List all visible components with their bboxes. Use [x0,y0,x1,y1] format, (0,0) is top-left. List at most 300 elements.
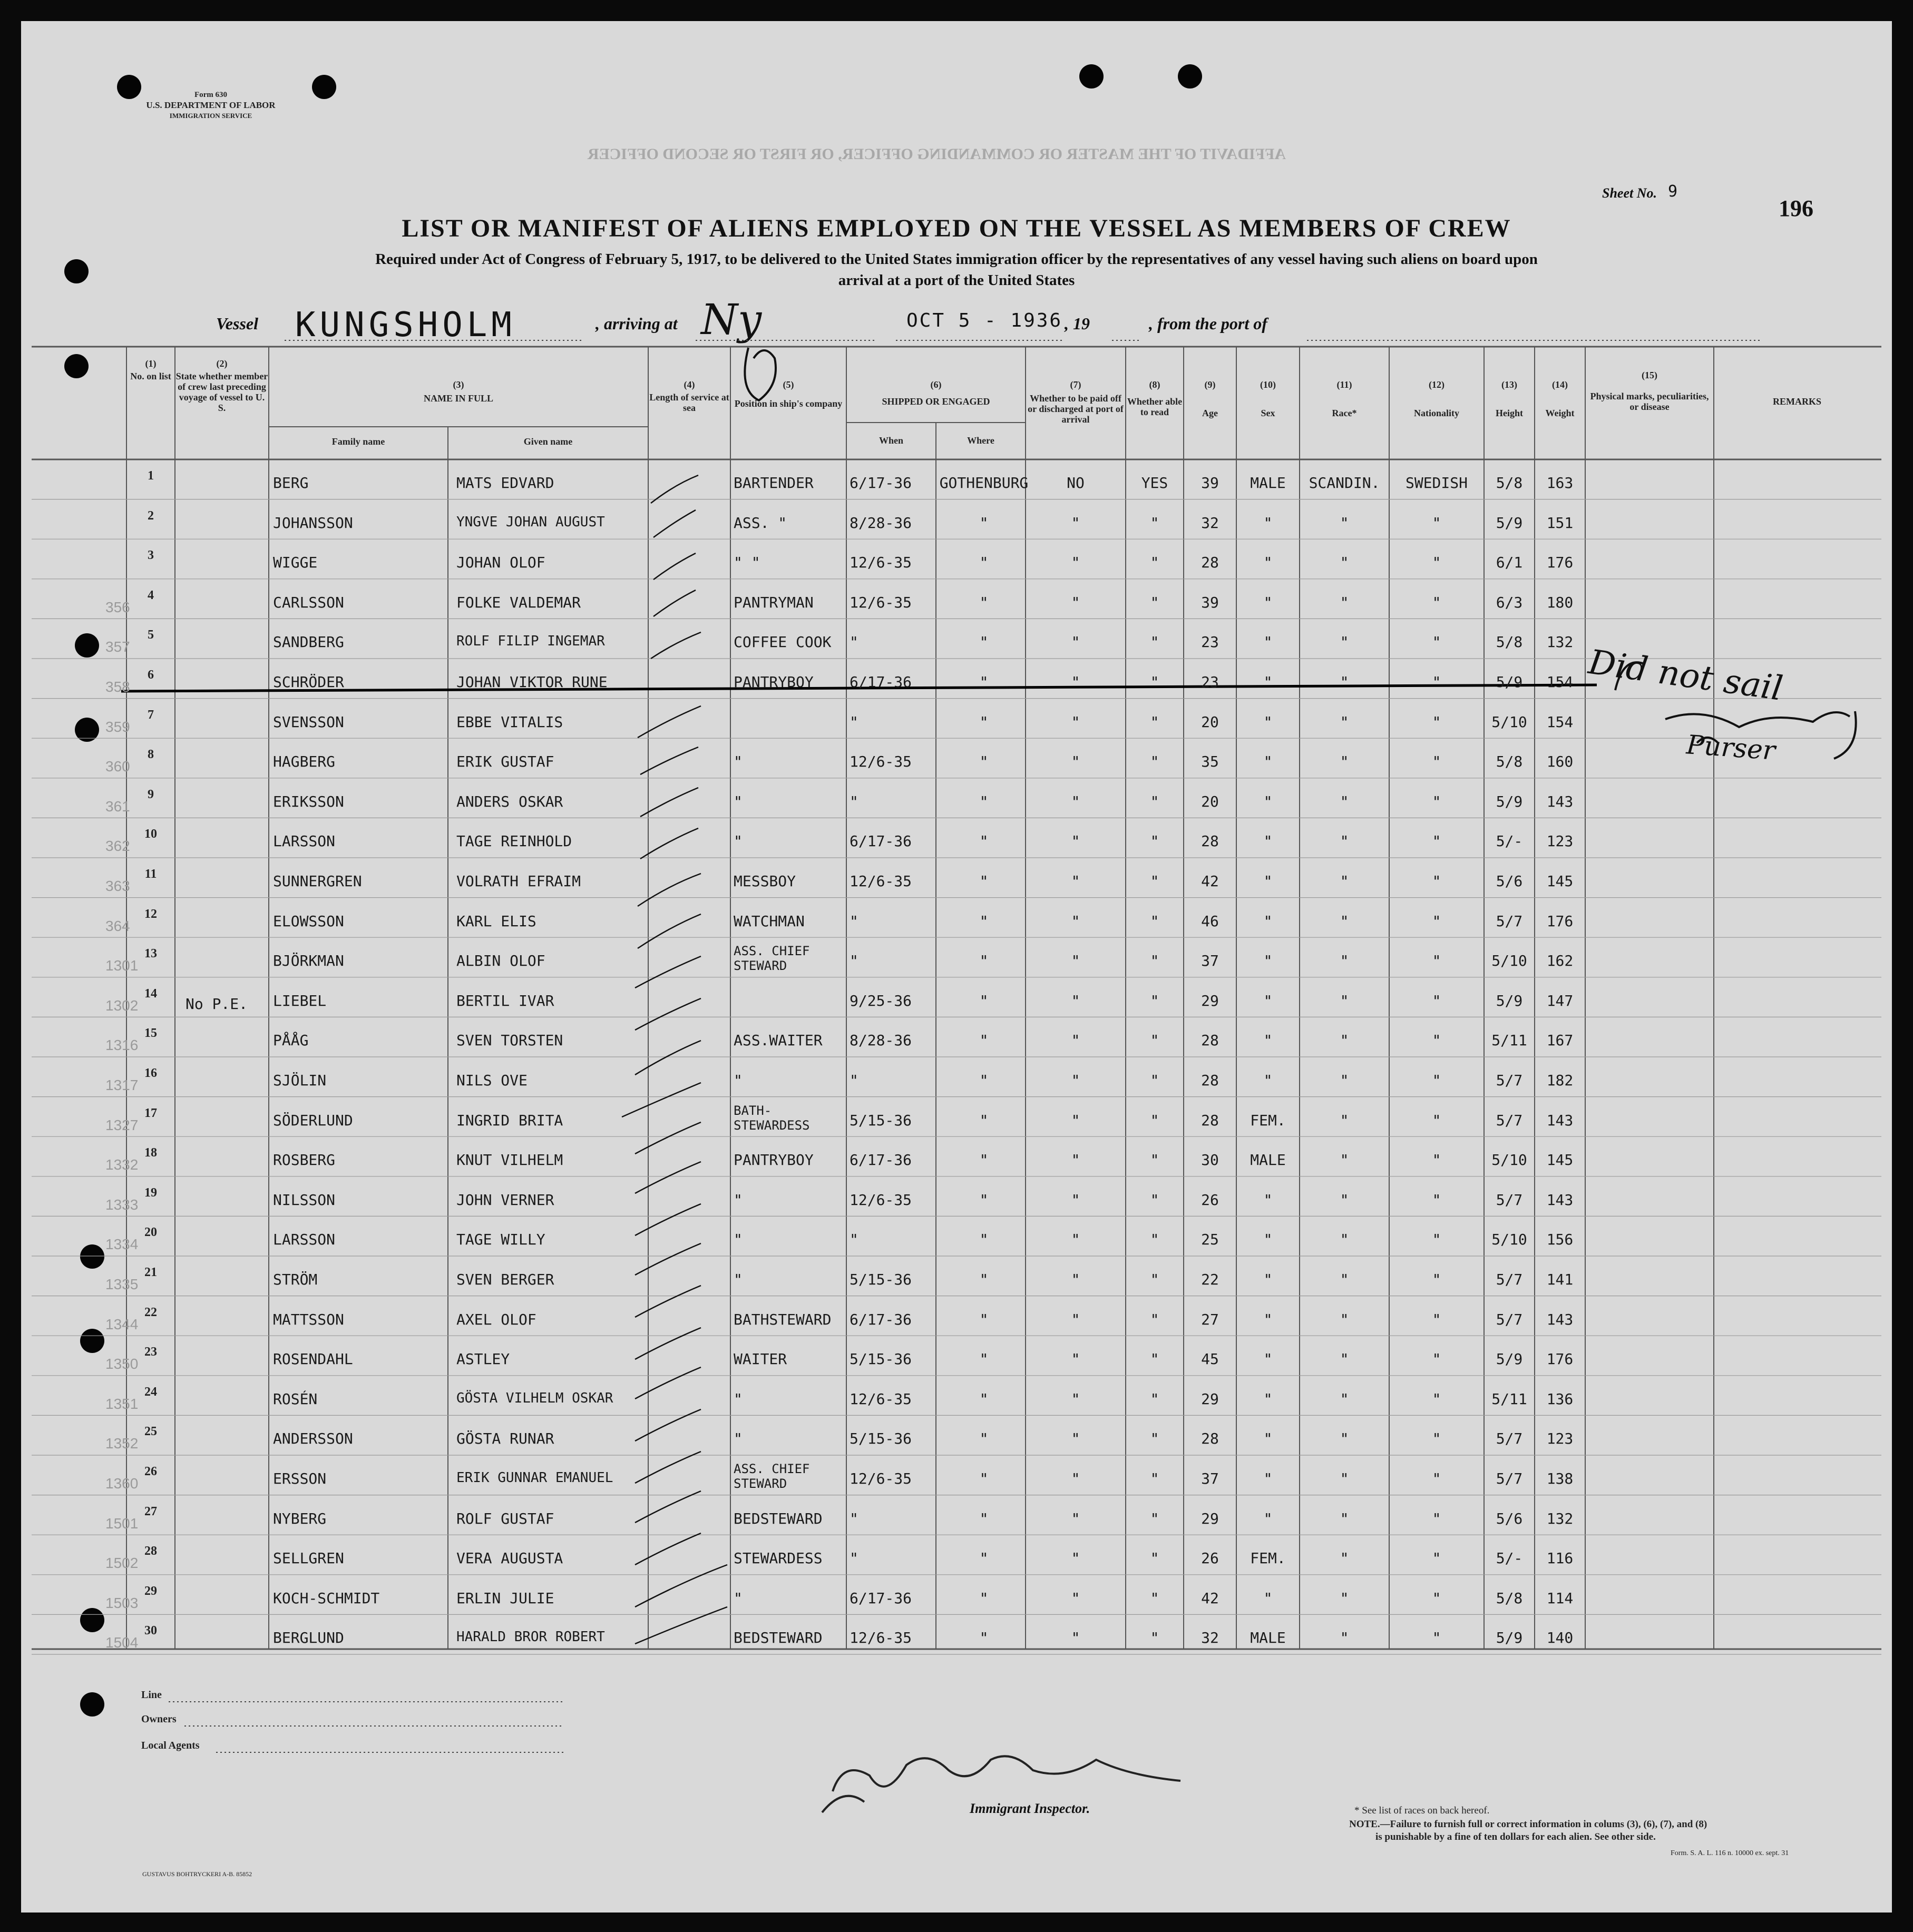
cell-position: BATHSTEWARD [734,1310,832,1328]
cell-given: ERIK GUNNAR EMANUEL [456,1470,613,1486]
cell-nationality: " [1432,593,1441,611]
cell-shipped-when: 12/6-35 [850,872,912,890]
cell-position: BEDSTEWARD [734,1509,823,1527]
cell-sex: MALE [1250,1629,1286,1647]
margin-ledger-number: 1333 [105,1196,139,1213]
cell-paid-off: " [1071,952,1080,970]
cell-given: ROLF FILIP INGEMAR [456,633,605,650]
cell-age: 28 [1201,1430,1219,1448]
cell-family: ERSSON [273,1470,327,1487]
cell-age: 37 [1201,952,1219,970]
cell-family: ROSENDAHL [273,1350,353,1368]
cell-age: 23 [1201,673,1219,691]
cell-nationality: " [1432,952,1441,970]
cell-family: SVENSSON [273,713,344,731]
cell-nationality: SWEDISH [1405,474,1468,492]
row-number: 3 [148,548,154,563]
cell-paid-off: " [1071,713,1080,731]
cell-height: 5/7 [1496,1271,1523,1288]
cell-sex: " [1263,673,1273,691]
cell-race: " [1340,1191,1349,1209]
cell-shipped-when: " [850,912,858,930]
margin-ledger-number: 1503 [105,1594,139,1611]
cell-race: " [1340,1629,1349,1647]
cell-paid-off: " [1071,673,1080,691]
cell-given: NILS OVE [456,1072,528,1089]
cell-age: 42 [1201,1589,1219,1607]
form-code: Form. S. A. L. 116 n. 10000 ex. sept. 31 [1671,1849,1789,1857]
cell-weight: 138 [1546,1470,1574,1487]
col14-num: (14) [1552,379,1568,390]
cell-nationality: " [1432,832,1441,850]
row-number: 13 [144,947,157,961]
cell-able-to-read: " [1150,673,1159,691]
row-number: 20 [144,1225,157,1240]
margin-ledger-number: 1351 [105,1395,139,1412]
cell-position: " [734,792,743,810]
cell-paid-off: " [1071,832,1080,850]
cell-able-to-read: " [1150,1191,1159,1209]
row-number: 11 [144,867,157,881]
cell-shipped-when: 6/17-36 [850,832,912,850]
cell-shipped-where: " [979,1271,989,1288]
cell-shipped-when: " [850,1072,858,1089]
cell-given: VERA AUGUSTA [456,1549,563,1567]
cell-given: ALBIN OLOF [456,952,545,970]
cell-able-to-read: " [1150,1509,1159,1527]
margin-ledger-number: 1327 [105,1116,139,1133]
cell-family: BERGLUND [273,1629,344,1647]
cell-nationality: " [1432,912,1441,930]
line-label: Line [141,1689,162,1701]
cell-paid-off: " [1071,872,1080,890]
cell-given: TAGE REINHOLD [456,832,572,850]
cell-race: " [1340,1032,1349,1050]
cell-height: 5/9 [1496,1350,1523,1368]
col6a-header: When [879,435,903,446]
cell-family: NILSSON [273,1191,336,1209]
subtitle-line-1: Required under Act of Congress of February 5, 1917, to be delivered to the United States immigration officer by the representatives of any vessel having such aliens on board upon [375,251,1538,268]
cell-shipped-when: 12/6-35 [850,1191,912,1209]
col7-header: Whether to be paid off or discharged at port of arrival [1028,393,1124,425]
cell-nationality: " [1432,1151,1441,1169]
col2-num: (2) [216,358,228,369]
cell-height: 5/9 [1496,992,1523,1009]
cell-position: " [734,1231,743,1249]
cell-sex: " [1263,1191,1273,1209]
cell-nationality: " [1432,1271,1441,1288]
cell-given: SVEN BERGER [456,1271,554,1288]
footnote-penalty-1: NOTE.—Failure to furnish full or correct information in colums (3), (6), (7), and (8) [1349,1819,1707,1830]
row-number: 22 [144,1305,157,1319]
owners-label: Owners [141,1713,177,1725]
margin-ledger-number: 364 [105,917,130,934]
cell-paid-off: " [1071,753,1080,771]
margin-ledger-number: 1301 [105,957,139,974]
cell-shipped-where: " [979,713,989,731]
cell-paid-off: " [1071,912,1080,930]
row-number: 14 [144,986,157,1001]
cell-nationality: " [1432,1231,1441,1249]
margin-ledger-number: 1350 [105,1356,139,1372]
cell-paid-off: " [1071,1310,1080,1328]
cell-given: BERTIL IVAR [456,992,554,1009]
cell-race: " [1340,633,1349,651]
row-number: 19 [144,1185,157,1200]
cell-age: 28 [1201,1111,1219,1129]
cell-able-to-read: " [1150,992,1159,1009]
cell-nationality: " [1432,1629,1441,1647]
cell-shipped-where: " [979,1072,989,1089]
cell-position: " [734,753,743,771]
margin-ledger-number: 1344 [105,1316,139,1332]
cell-able-to-read: " [1150,1430,1159,1448]
cell-sex: " [1263,514,1273,532]
margin-ledger-number: 362 [105,838,130,855]
margin-ledger-number: 1334 [105,1236,139,1253]
cell-given: TAGE WILLY [456,1231,545,1249]
cell-given: YNGVE JOHAN AUGUST [456,514,605,530]
row-number: 25 [144,1425,157,1439]
cell-shipped-where: " [979,952,989,970]
cell-paid-off: " [1071,1549,1080,1567]
year-prefix: , 19 [1065,314,1090,333]
cell-position: " [734,1271,743,1288]
col10-header: Sex [1261,408,1275,418]
cell-given: ERLIN JULIE [456,1589,554,1607]
row-number: 15 [144,1026,157,1041]
cell-shipped-where: " [979,1310,989,1328]
cell-sex: " [1263,1430,1273,1448]
cell-shipped-when: 6/17-36 [850,1151,912,1169]
cell-paid-off: " [1071,1231,1080,1249]
margin-ledger-number: 356 [105,599,130,615]
cell-able-to-read: " [1150,713,1159,731]
row-number: 18 [144,1146,157,1160]
cell-shipped-when: 12/6-35 [850,1629,912,1647]
cell-height: 5/7 [1496,1111,1523,1129]
cell-race: " [1340,1509,1349,1527]
sheet-number: 9 [1668,182,1680,201]
cell-able-to-read: " [1150,593,1159,611]
row-number: 27 [144,1504,157,1518]
cell-position: ASS. CHIEF STEWARD [734,1462,810,1491]
cell-able-to-read: " [1150,872,1159,890]
cell-family: SANDBERG [273,633,344,651]
cell-shipped-where: " [979,1549,989,1567]
cell-family: LARSSON [273,1231,336,1249]
margin-ledger-number: 360 [105,758,130,775]
cell-family: BERG [273,474,309,492]
vessel-name: KUNGSHOLM [295,306,516,345]
cell-height: 5/10 [1491,1151,1527,1169]
cell-able-to-read: " [1150,1390,1159,1408]
cell-shipped-when: " [850,1231,858,1249]
cell-sex: " [1263,1470,1273,1487]
cell-family: STRÖM [273,1271,318,1288]
cell-age: 37 [1201,1470,1219,1487]
cell-shipped-when: 12/6-35 [850,593,912,611]
cell-paid-off: " [1071,1470,1080,1487]
cell-sex: " [1263,992,1273,1009]
department-name: U.S. DEPARTMENT OF LABOR [146,100,276,110]
cell-race: " [1340,1231,1349,1249]
cell-sex: " [1263,633,1273,651]
col3-num: (3) [453,379,464,390]
row-number: 7 [148,708,154,722]
cell-given: SVEN TORSTEN [456,1032,563,1050]
cell-able-to-read: " [1150,1629,1159,1647]
cell-race: " [1340,872,1349,890]
cell-shipped-where: " [979,1032,989,1050]
col12-num: (12) [1429,379,1444,390]
col15-num: (15) [1642,370,1657,380]
margin-ledger-number: 1317 [105,1077,139,1093]
remarks-header: REMARKS [1772,396,1821,407]
cell-position: " [734,1589,743,1607]
row-number: 12 [144,907,157,921]
cell-shipped-when: 12/6-35 [850,753,912,771]
cell-nationality: " [1432,1390,1441,1408]
cell-height: 6/1 [1496,554,1523,572]
cell-sex: MALE [1250,474,1286,492]
cell-paid-off: " [1071,792,1080,810]
cell-shipped-where: " [979,912,989,930]
cell-weight: 156 [1546,1231,1574,1249]
row-number: 6 [148,668,154,682]
cell-given: JOHAN OLOF [456,554,545,572]
vessel-label: Vessel [216,314,258,333]
cell-weight: 160 [1546,753,1574,771]
cell-shipped-where: " [979,633,989,651]
cell-family: PÅÅG [273,1032,309,1050]
margin-ledger-number: 1332 [105,1156,139,1173]
cell-able-to-read: " [1150,952,1159,970]
row-number: 10 [144,827,157,841]
cell-height: 5/7 [1496,1430,1523,1448]
cell-position: " [734,1390,743,1408]
cell-shipped-when: 6/17-36 [850,1310,912,1328]
cell-shipped-where: " [979,1589,989,1607]
cell-paid-off: " [1071,1629,1080,1647]
row-number: 9 [148,787,154,801]
cell-age: 27 [1201,1310,1219,1328]
cell-paid-off: " [1071,633,1080,651]
remarks-signature: Purser [1685,729,1777,766]
manifest-sheet [21,21,1892,1913]
cell-height: 5/7 [1496,1310,1523,1328]
cell-shipped-when: 5/15-36 [850,1111,912,1129]
cell-shipped-where: " [979,593,989,611]
cell-shipped-where: " [979,1191,989,1209]
cell-age: 25 [1201,1231,1219,1249]
col1-header: No. on list [130,371,171,381]
cell-sex: " [1263,1589,1273,1607]
cell-weight: 132 [1546,633,1574,651]
cell-weight: 123 [1546,832,1574,850]
cell-shipped-where: " [979,872,989,890]
row-number: 26 [144,1465,157,1478]
cell-able-to-read: " [1150,792,1159,810]
cell-height: 5/9 [1496,792,1523,810]
col8-header: Whether able to read [1127,396,1183,417]
cell-shipped-when: 6/17-36 [850,474,912,492]
col6-header: SHIPPED OR ENGAGED [882,396,990,407]
cell-shipped-when: " [850,633,858,651]
cell-sex: " [1263,1310,1273,1328]
cell-race: " [1340,713,1349,731]
cell-nationality: " [1432,753,1441,771]
cell-height: 5/9 [1496,1629,1523,1647]
cell-family: SJÖLIN [273,1072,327,1089]
cell-height: 5/6 [1496,872,1523,890]
cell-able-to-read: " [1150,1470,1159,1487]
cell-nationality: " [1432,1350,1441,1368]
cell-given: GÖSTA VILHELM OSKAR [456,1390,613,1406]
row-number: 30 [144,1624,157,1638]
cell-race: " [1340,832,1349,850]
footnote-penalty-2: is punishable by a fine of ten dollars for each alien. See other side. [1375,1831,1656,1842]
cell-shipped-where: " [979,1390,989,1408]
cell-race: " [1340,1072,1349,1089]
cell-shipped-when: 5/15-36 [850,1350,912,1368]
cell-shipped-where: " [979,1470,989,1487]
cell-height: 5/- [1496,1549,1523,1567]
cell-shipped-when: 12/6-35 [850,1470,912,1487]
cell-shipped-when: 6/17-36 [850,1589,912,1607]
cell-shipped-where: " [979,1509,989,1527]
cell-height: 5/7 [1496,1470,1523,1487]
cell-given: FOLKE VALDEMAR [456,593,581,611]
cell-nationality: " [1432,1549,1441,1567]
cell-nationality: " [1432,992,1441,1009]
previous-voyage-note: No P.E. [186,995,248,1013]
cell-given: HARALD BROR ROBERT [456,1629,605,1645]
cell-nationality: " [1432,633,1441,651]
cell-height: 5/9 [1496,673,1523,691]
cell-family: ANDERSSON [273,1430,353,1448]
cell-sex: " [1263,1509,1273,1527]
cell-nationality: " [1432,1310,1441,1328]
bleed-through-affidavit: AFFIDAVIT OF THE MASTER OR COMMANDING OFFICER, OR FIRST OR SECOND OFFICER [587,145,1286,163]
cell-nationality: " [1432,1509,1441,1527]
cell-given: JOHAN VIKTOR RUNE [456,673,608,691]
cell-position: ASS. CHIEF STEWARD [734,944,810,974]
cell-race: " [1340,1589,1349,1607]
cell-height: 5/10 [1491,713,1527,731]
cell-position: PANTRYBOY [734,1151,814,1169]
cell-position: " [734,1191,743,1209]
margin-ledger-number: 1352 [105,1435,139,1452]
cell-able-to-read: " [1150,1350,1159,1368]
cell-family: ERIKSSON [273,792,344,810]
col1-num: (1) [145,358,157,369]
cell-position: COFFEE COOK [734,633,832,651]
cell-position: PANTRYMAN [734,593,814,611]
cell-age: 46 [1201,912,1219,930]
cell-height: 5/10 [1491,952,1527,970]
cell-shipped-when: 9/25-36 [850,992,912,1009]
cell-weight: 154 [1546,673,1574,691]
local-agents-label: Local Agents [141,1740,200,1751]
cell-position: WAITER [734,1350,787,1368]
cell-able-to-read: " [1150,832,1159,850]
cell-height: 5/6 [1496,1509,1523,1527]
cell-able-to-read: " [1150,753,1159,771]
cell-position: PANTRYBOY [734,673,814,691]
cell-weight: 132 [1546,1509,1574,1527]
cell-position: STEWARDESS [734,1549,823,1567]
cell-nationality: " [1432,554,1441,572]
cell-weight: 145 [1546,1151,1574,1169]
cell-age: 28 [1201,1032,1219,1050]
cell-shipped-when: 6/17-36 [850,673,912,691]
margin-ledger-number: 1502 [105,1555,139,1572]
row-number: 8 [148,748,154,762]
cell-race: SCANDIN. [1309,474,1380,492]
cell-height: 5/11 [1491,1390,1527,1408]
page-stamp: 196 [1779,195,1813,221]
col3a-header: Family name [331,436,385,447]
cell-able-to-read: " [1150,1151,1159,1169]
cell-weight: 167 [1546,1032,1574,1050]
cell-weight: 151 [1546,514,1574,532]
margin-ledger-number: 359 [105,718,130,735]
cell-race: " [1340,1271,1349,1288]
cell-given: KNUT VILHELM [456,1151,563,1169]
cell-age: 28 [1201,832,1219,850]
row-number: 4 [148,588,154,602]
cell-family: SÖDERLUND [273,1111,353,1129]
cell-height: 5/9 [1496,514,1523,532]
cell-race: " [1340,912,1349,930]
cell-weight: 114 [1546,1589,1574,1607]
cell-shipped-where: " [979,514,989,532]
cell-height: 5/8 [1496,633,1523,651]
cell-paid-off: " [1071,1032,1080,1050]
cell-position: " [734,1430,743,1448]
cell-shipped-where: " [979,792,989,810]
col6b-header: Where [967,435,994,446]
col13-header: Height [1496,408,1523,418]
col4-header: Length of service at sea [649,392,729,413]
cell-shipped-when: " [850,1549,858,1567]
cell-age: 28 [1201,554,1219,572]
cell-weight: 176 [1546,554,1574,572]
margin-ledger-number: 361 [105,798,130,815]
cell-race: " [1340,1310,1349,1328]
cell-sex: " [1263,872,1273,890]
cell-able-to-read: " [1150,1310,1159,1328]
cell-age: 20 [1201,792,1219,810]
col8-num: (8) [1149,379,1160,390]
cell-family: ELOWSSON [273,912,344,930]
cell-family: JOHANSSON [273,514,353,532]
cell-family: LARSSON [273,832,336,850]
cell-position: " [734,1072,743,1089]
cell-nationality: " [1432,1032,1441,1050]
cell-race: " [1340,792,1349,810]
cell-height: 5/8 [1496,1589,1523,1607]
page-title: LIST OR MANIFEST OF ALIENS EMPLOYED ON THE VESSEL AS MEMBERS OF CREW [402,214,1511,242]
cell-sex: " [1263,593,1273,611]
cell-family: MATTSSON [273,1310,344,1328]
cell-shipped-when: 8/28-36 [850,514,912,532]
cell-weight: 176 [1546,1350,1574,1368]
cell-paid-off: " [1071,1589,1080,1607]
cell-family: WIGGE [273,554,318,572]
margin-ledger-number: 1501 [105,1515,139,1532]
